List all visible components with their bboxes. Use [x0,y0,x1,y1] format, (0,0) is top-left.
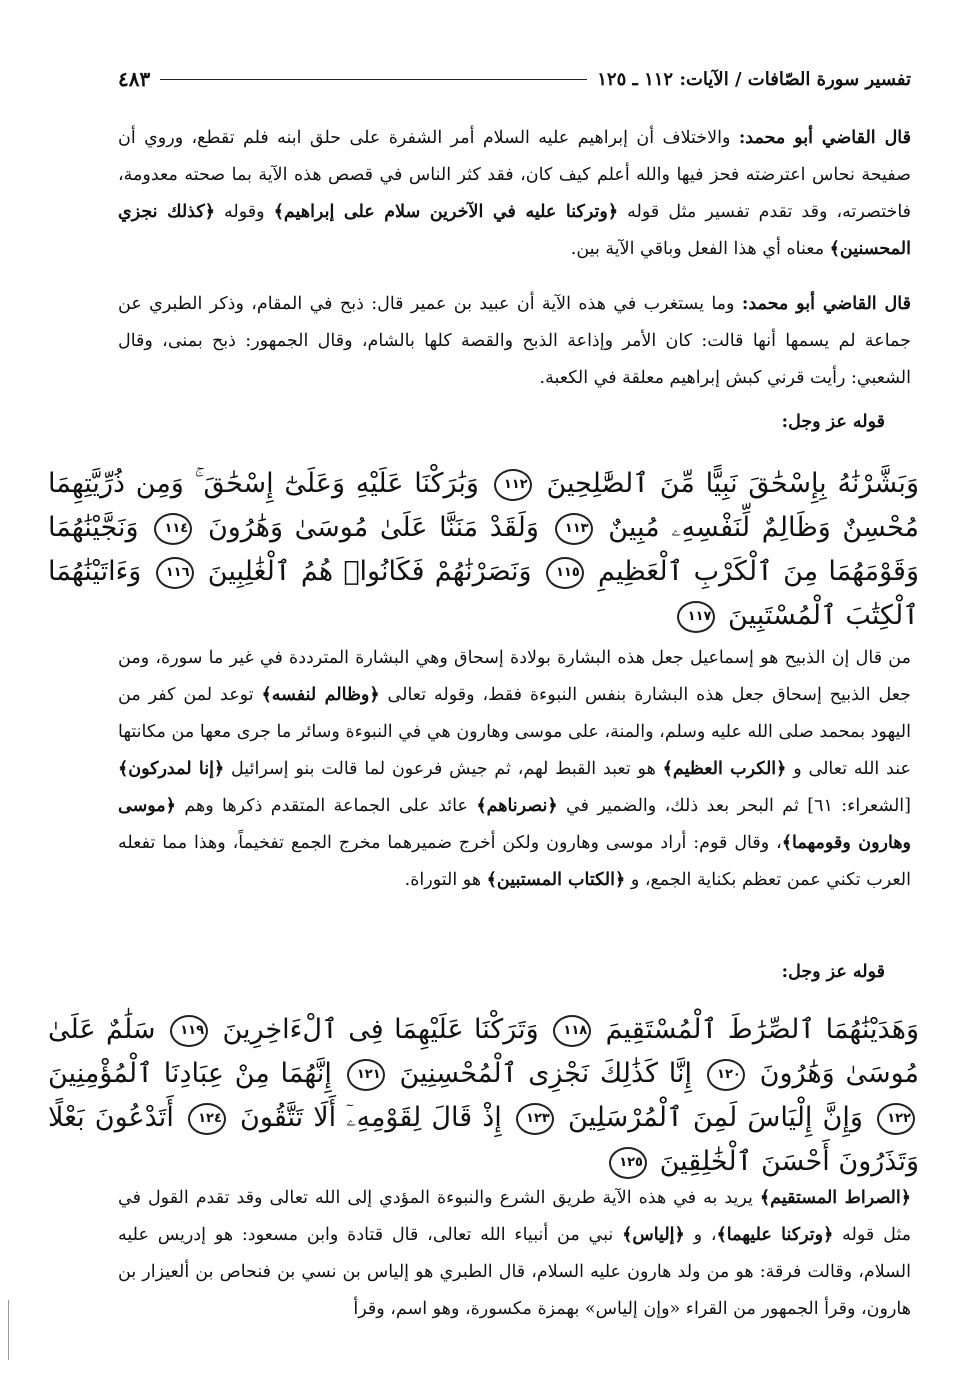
verse-text: وَإِنَّ إِلْيَاسَ لَمِنَ ٱلْمُرْسَلِينَ [567,1102,863,1133]
verse-text: وَنَصَرْنَٰهُمْ فَكَانُوا۟ هُمُ ٱلْغَٰلِبِينَ [207,556,532,587]
paragraph-text: هو التوراة. [404,870,487,890]
verse-text: سَلَٰمٌ عَلَىٰ مُوسَىٰ وَهَٰرُونَ [48,1014,920,1089]
verse-number-marker: ١١٩ [170,1015,208,1047]
verse-text: وَتَرَكْنَا عَلَيْهِمَا فِى ٱلْءَاخِرِينَ [222,1014,539,1045]
verse-number-marker: ١١٧ [677,601,715,633]
verse-number-marker: ١١٤ [154,513,192,545]
page-header [118,62,911,96]
quran-quote: ﴿الكتاب المستبين﴾ [486,870,626,890]
page-number: ٤٨٣ [118,67,151,91]
quran-quote: ﴿الصراط المستقيم﴾ [759,1188,912,1208]
verse-number-marker: ١٢٠ [707,1059,745,1091]
paragraph-text: ، و [684,1225,717,1245]
paragraph-4 [118,1180,911,1328]
paragraph-text: معناه أي هذا الفعل وباقي الآية بين. [570,239,830,259]
verse-text: وَءَاتَيْنَٰهُمَا ٱلْكِتَٰبَ ٱلْمُسْتَبِينَ [48,556,919,631]
verse-text: وَبَٰرَكْنَا عَلَيْهِ وَعَلَىٰٓ إِسْحَٰقَ ۚ وَمِن ذُرِّيَّتِهِمَا مُحْسِنٌ وَظَالِمٌ لِّنَفْسِهِۦ مُبِينٌ [48,468,919,543]
verse-text: إِنَّهُمَا مِنْ عِبَادِنَا ٱلْمُؤْمِنِينَ [48,1058,332,1089]
paragraph-text: هو تعبد القبط لهم، ثم جيش فرعون لما قالت بنو إسرائيل [224,759,663,779]
verse-number-marker: ١١٦ [156,557,194,589]
quran-quote: ﴿كذلك نجزي المحسنين﴾ [118,202,911,259]
paragraph-1 [118,120,911,268]
quran-quote: ﴿إلياس﴾ [622,1225,685,1245]
header-rule [160,79,587,80]
verse-text: أَتَدْعُونَ بَعْلًا وَتَذَرُونَ أَحْسَنَ ٱلْخَٰلِقِينَ [48,1102,919,1177]
verse-number-marker: ١٢٤ [188,1103,226,1135]
paragraph-text: من قال إن الذبيح هو إسماعيل جعل هذه البشارة بولادة إسحاق وهي البشارة المترددة في غير ما سورة، ومن جعل الذبيح إسحاق جعل هذه البشارة بنفس النبوءة فقط، وقوله تعالى [118,648,911,705]
speaker-label: قال القاضي أبو محمد: [741,294,911,314]
verse-number-marker: ١٢٢ [877,1103,915,1135]
paragraph-text: والاختلاف أن إبراهيم عليه السلام أمر الشفرة على حلق ابنه فلم تقطع، وروي أن صفيحة نحاس اعترضته فحز فيها والله أعلم كيف كان، فقد كثر الناس في قصص هذه الآية بما صحته معدومة، فاختصرته، وقد تقدم تفسير مثل قوله [118,128,912,222]
paragraph-text: وما يستغرب في هذه الآية أن عبيد بن عمير قال: ذبح في المقام، وذكر الطبري عن جماعة لم يسمها أنها قالت: كان الأمر وإذاعة الذبح والقصة كلها بالشام، وقال الجمهور: ذبح بمنى، وقال الشعبي: رأيت قرني كبش إبراهيم معلقة في الكعبة. [118,294,911,388]
quran-quote: ﴿موسى وهارون وقومهما﴾ [118,796,911,853]
paragraph-text: يريد به في هذه الآية طريق الشرع والنبوءة المؤدي إلى الله تعالى وقد تقدم القول في مثل قوله [118,1188,911,1245]
verse-number-marker: ١٢١ [347,1059,385,1091]
paragraph-text: عائد على الجماعة المتقدم ذكرها وهم [175,796,477,816]
running-title: تفسير سورة الصّافات / الآيات: ١١٢ ـ ١٢٥ [597,68,911,90]
speaker-label: قال القاضي أبو محمد: [738,128,911,148]
paragraph-text: نبي من أنبياء الله تعالى، قال قتادة وابن مسعود: هو إدريس عليه السلام، وقالت فرقة: هو من ولد هارون عليه السلام، قال الطبري هو إلياس بن نسي بن فنحاص بن ألعيزار بن هارون، وقرأ الجمهور من القراء «وإن إلياس» بهمزة مكسورة، وهو اسم، وقرأ [118,1225,911,1319]
verse-number-marker: ١١٣ [555,513,593,545]
verse-block-1 [48,462,919,638]
verse-block-2 [48,1008,919,1184]
verse-line [48,1008,919,1184]
verse-text: وَلَقَدْ مَنَنَّا عَلَىٰ مُوسَىٰ وَهَٰرُونَ [207,512,539,543]
scan-margin-line [8,1300,9,1360]
paragraph-text: ، وقال قوم: أراد موسى وهارون ولكن أخرج ضميرهما مخرج الجمع تفخيماً، وهذا مما تفعله العرب تكني عمن تعظم بكناية الجمع، و [118,833,911,890]
verse-number-marker: ١٢٥ [609,1147,647,1179]
verse-intro: قوله عز وجل: [781,412,885,432]
quran-quote: ﴿الكرب العظيم﴾ [662,759,787,779]
verse-text: وَهَدَيْنَٰهُمَا ٱلصِّرَٰطَ ٱلْمُسْتَقِيمَ [605,1014,919,1045]
paragraph-3 [118,640,911,899]
paragraph-text: [الشعراء: ٦١] ثم البحر بعد ذلك، والضمير في [557,796,911,816]
paragraph-text: وقوله [214,202,274,222]
quran-quote: ﴿وتركنا عليهما﴾ [716,1225,834,1245]
quran-quote: ﴿نصرناهم﴾ [476,796,558,816]
verse-number-marker: ١١٨ [553,1015,591,1047]
paragraph-text: توعد لمن كفر من اليهود بمحمد صلى الله عليه وسلم، والمنة، على موسى وهارون هي في النبوءة وسائر ما جرى معها من مكانتها عند الله تعالى و [118,685,911,779]
verse-text: إِنَّا كَذَٰلِكَ نَجْزِى ٱلْمُحْسِنِينَ [399,1058,693,1089]
verse-text: إِذْ قَالَ لِقَوْمِهِۦٓ أَلَا تَتَّقُونَ [240,1102,502,1133]
quran-quote: ﴿وتركنا عليه في الآخرين سلام على إبراهيم﴾ [273,202,619,222]
verse-number-marker: ١١٢ [494,469,532,501]
verse-text: وَنَجَّيْنَٰهُمَا وَقَوْمَهُمَا مِنَ ٱلْكَرْبِ ٱلْعَظِيمِ [48,512,919,587]
verse-line [48,462,919,638]
verse-number-marker: ١٢٣ [516,1103,554,1135]
quran-quote: ﴿وظالم لنفسه﴾ [261,685,380,705]
quran-quote: ﴿إنا لمدركون﴾ [118,759,225,779]
verse-text: وَبَشَّرْنَٰهُ بِإِسْحَٰقَ نَبِيًّا مِّنَ ٱلصَّٰلِحِينَ [546,468,919,499]
verse-intro: قوله عز وجل: [781,962,885,982]
verse-number-marker: ١١٥ [546,557,584,589]
paragraph-2 [118,286,911,397]
